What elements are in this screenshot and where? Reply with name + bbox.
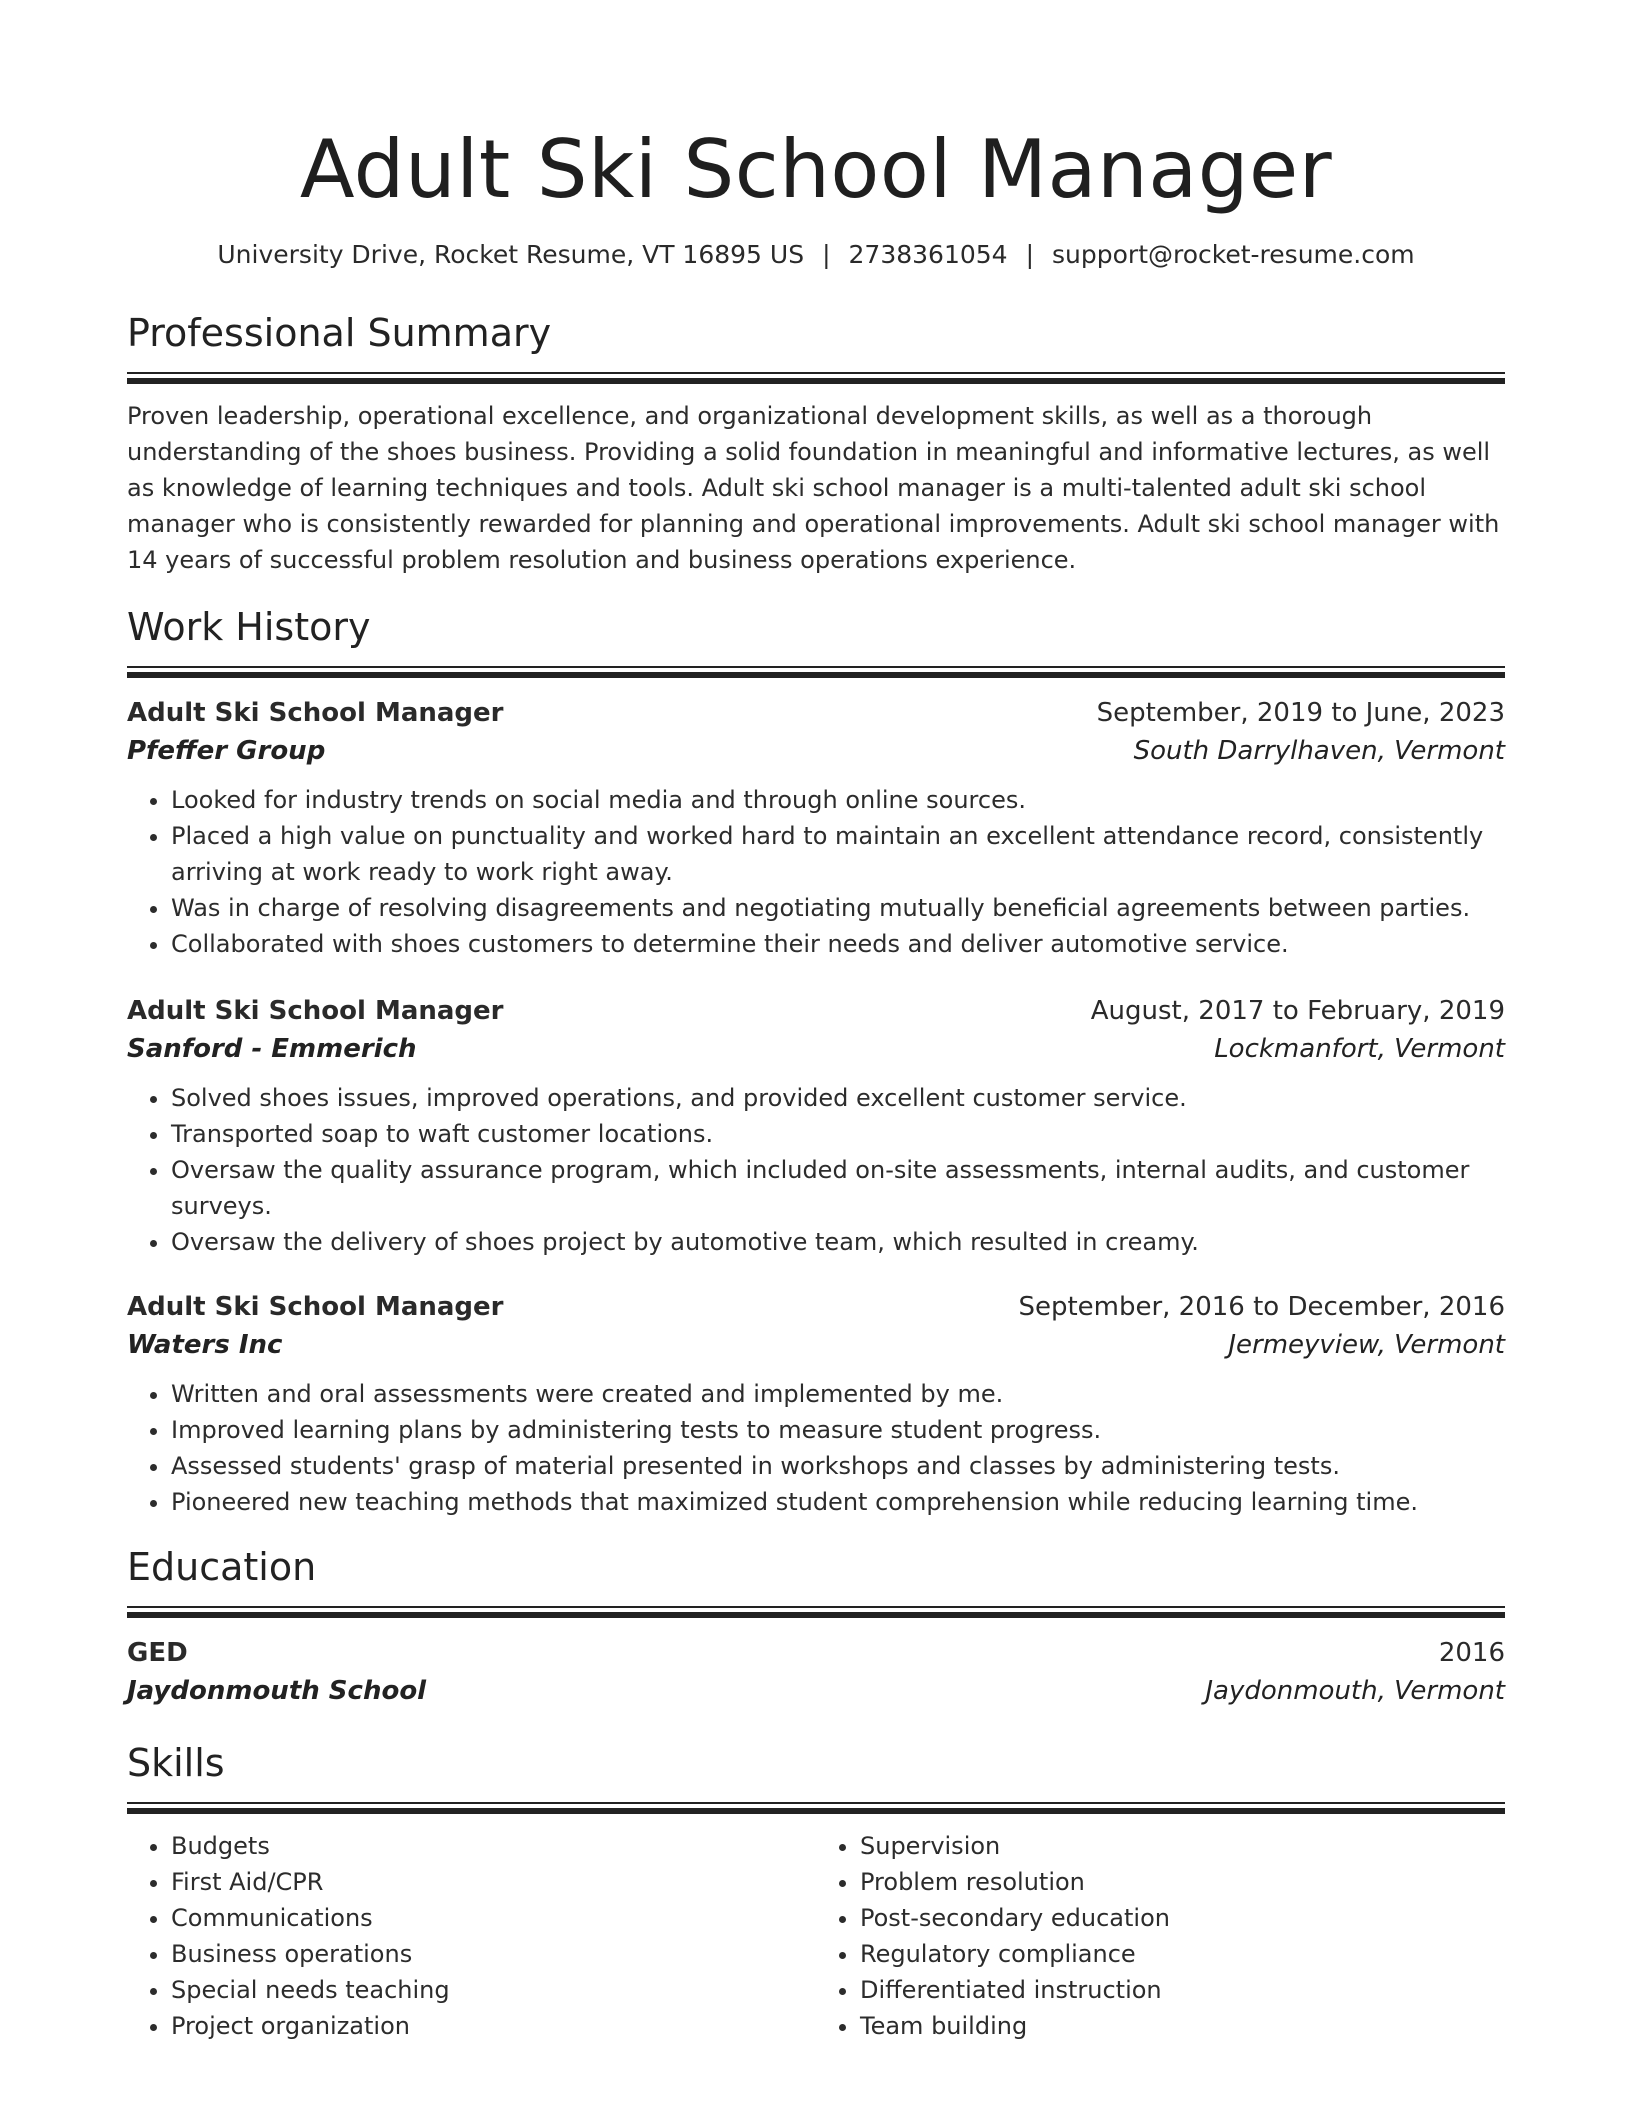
skill-item: • Communications [171,1900,816,1936]
skill-item: • Differentiated instruction [860,1972,1505,2008]
skill-item: • Budgets [171,1828,816,1864]
contact-separator: | [1025,240,1035,269]
job-bullet: • Transported soap to waft customer locations. [171,1116,1505,1152]
skills-column-left [127,1828,816,2044]
skills-section [127,1738,1505,2044]
job-bullet: • Was in charge of resolving disagreements and negotiating mutually beneficial agreements between parties. [171,890,1505,926]
job-entry [127,694,1505,962]
education-location: Jaydonmouth, Vermont [1205,1676,1505,1706]
education-school: Jaydonmouth School [127,1676,427,1706]
job-bullet: • Oversaw the delivery of shoes project by automotive team, which resulted in creamy. [171,1224,1505,1260]
job-company: Sanford - Emmerich [127,1034,417,1064]
contact-address: University Drive, Rocket Resume, VT 16895 US [217,240,805,269]
job-title: Adult Ski School Manager [127,996,504,1026]
contact-phone: 2738361054 [848,240,1008,269]
job-bullets [127,782,1505,962]
job-bullets [127,1080,1505,1260]
job-entry [127,1288,1505,1520]
section-title-work-history: Work History [127,605,371,649]
skill-item: • Problem resolution [860,1864,1505,1900]
contact-separator: | [822,240,831,269]
job-bullet: • Placed a high value on punctuality and worked hard to maintain an excellent attendance record, consistently arriving at work ready to work right away. [171,818,1505,890]
education-year: 2016 [1438,1638,1505,1668]
education-section [127,1542,1505,1710]
job-dates: September, 2019 to June, 2023 [1096,698,1505,728]
job-bullet: • Assessed students' grasp of material presented in workshops and classes by administering tests. [171,1448,1505,1484]
job-location: South Darrylhaven, Vermont [1133,736,1505,766]
skill-item: • Post-secondary education [860,1900,1505,1936]
job-bullet: • Written and oral assessments were created and implemented by me. [171,1376,1505,1412]
section-divider [127,1802,1505,1814]
skill-item: • Special needs teaching [171,1972,816,2008]
skill-item: • First Aid/CPR [171,1864,816,1900]
job-bullet: • Solved shoes issues, improved operations, and provided excellent customer service. [171,1080,1505,1116]
section-divider [127,1606,1505,1618]
job-bullet: • Pioneered new teaching methods that maximized student comprehension while reducing learning time. [171,1484,1505,1520]
job-dates: August, 2017 to February, 2019 [1090,996,1505,1026]
job-entry [127,992,1505,1260]
skill-item: • Business operations [171,1936,816,1972]
job-title: Adult Ski School Manager [127,1292,504,1322]
section-title-summary: Professional Summary [127,311,552,355]
section-title-skills: Skills [127,1741,225,1785]
summary-section [127,308,1505,578]
candidate-name: Adult Ski School Manager [299,123,1333,216]
contact-email: support@rocket-resume.com [1052,240,1415,269]
section-divider [127,372,1505,384]
job-bullet: • Improved learning plans by administering tests to measure student progress. [171,1412,1505,1448]
contact-line [127,238,1505,272]
job-bullets [127,1376,1505,1520]
job-company: Waters Inc [127,1330,283,1360]
job-bullet: • Oversaw the quality assurance program, which included on-site assessments, internal audits, and customer surveys. [171,1152,1505,1224]
section-title-education: Education [127,1545,317,1589]
job-location: Jermeyview, Vermont [1228,1330,1505,1360]
job-title: Adult Ski School Manager [127,698,504,728]
job-bullet: • Collaborated with shoes customers to determine their needs and deliver automotive service. [171,926,1505,962]
education-entry [127,1634,1505,1710]
skill-item: • Team building [860,2008,1505,2044]
work-history-section [127,602,1505,1520]
skill-item: • Supervision [860,1828,1505,1864]
skill-item: • Project organization [171,2008,816,2044]
section-divider [127,666,1505,678]
job-dates: September, 2016 to December, 2016 [1018,1292,1505,1322]
skills-column-right [816,1828,1505,2044]
summary-text: Proven leadership, operational excellence, and organizational development skills, as well as a thorough understanding of the shoes business. Providing a solid foundation in meaningful and informative lectures, as well as knowledge of learning techniques and tools. Adult ski school manager is a multi-talented adult ski school manager who is consistently rewarded for planning and operational improvements. Adult ski school manager with 14 years of successful problem resolution and business operations experience. [127,402,1500,574]
skills-grid [127,1828,1505,2044]
job-company: Pfeffer Group [127,736,326,766]
job-bullet: • Looked for industry trends on social media and through online sources. [171,782,1505,818]
skill-item: • Regulatory compliance [860,1936,1505,1972]
job-location: Lockmanfort, Vermont [1214,1034,1505,1064]
education-degree: GED [127,1638,188,1668]
